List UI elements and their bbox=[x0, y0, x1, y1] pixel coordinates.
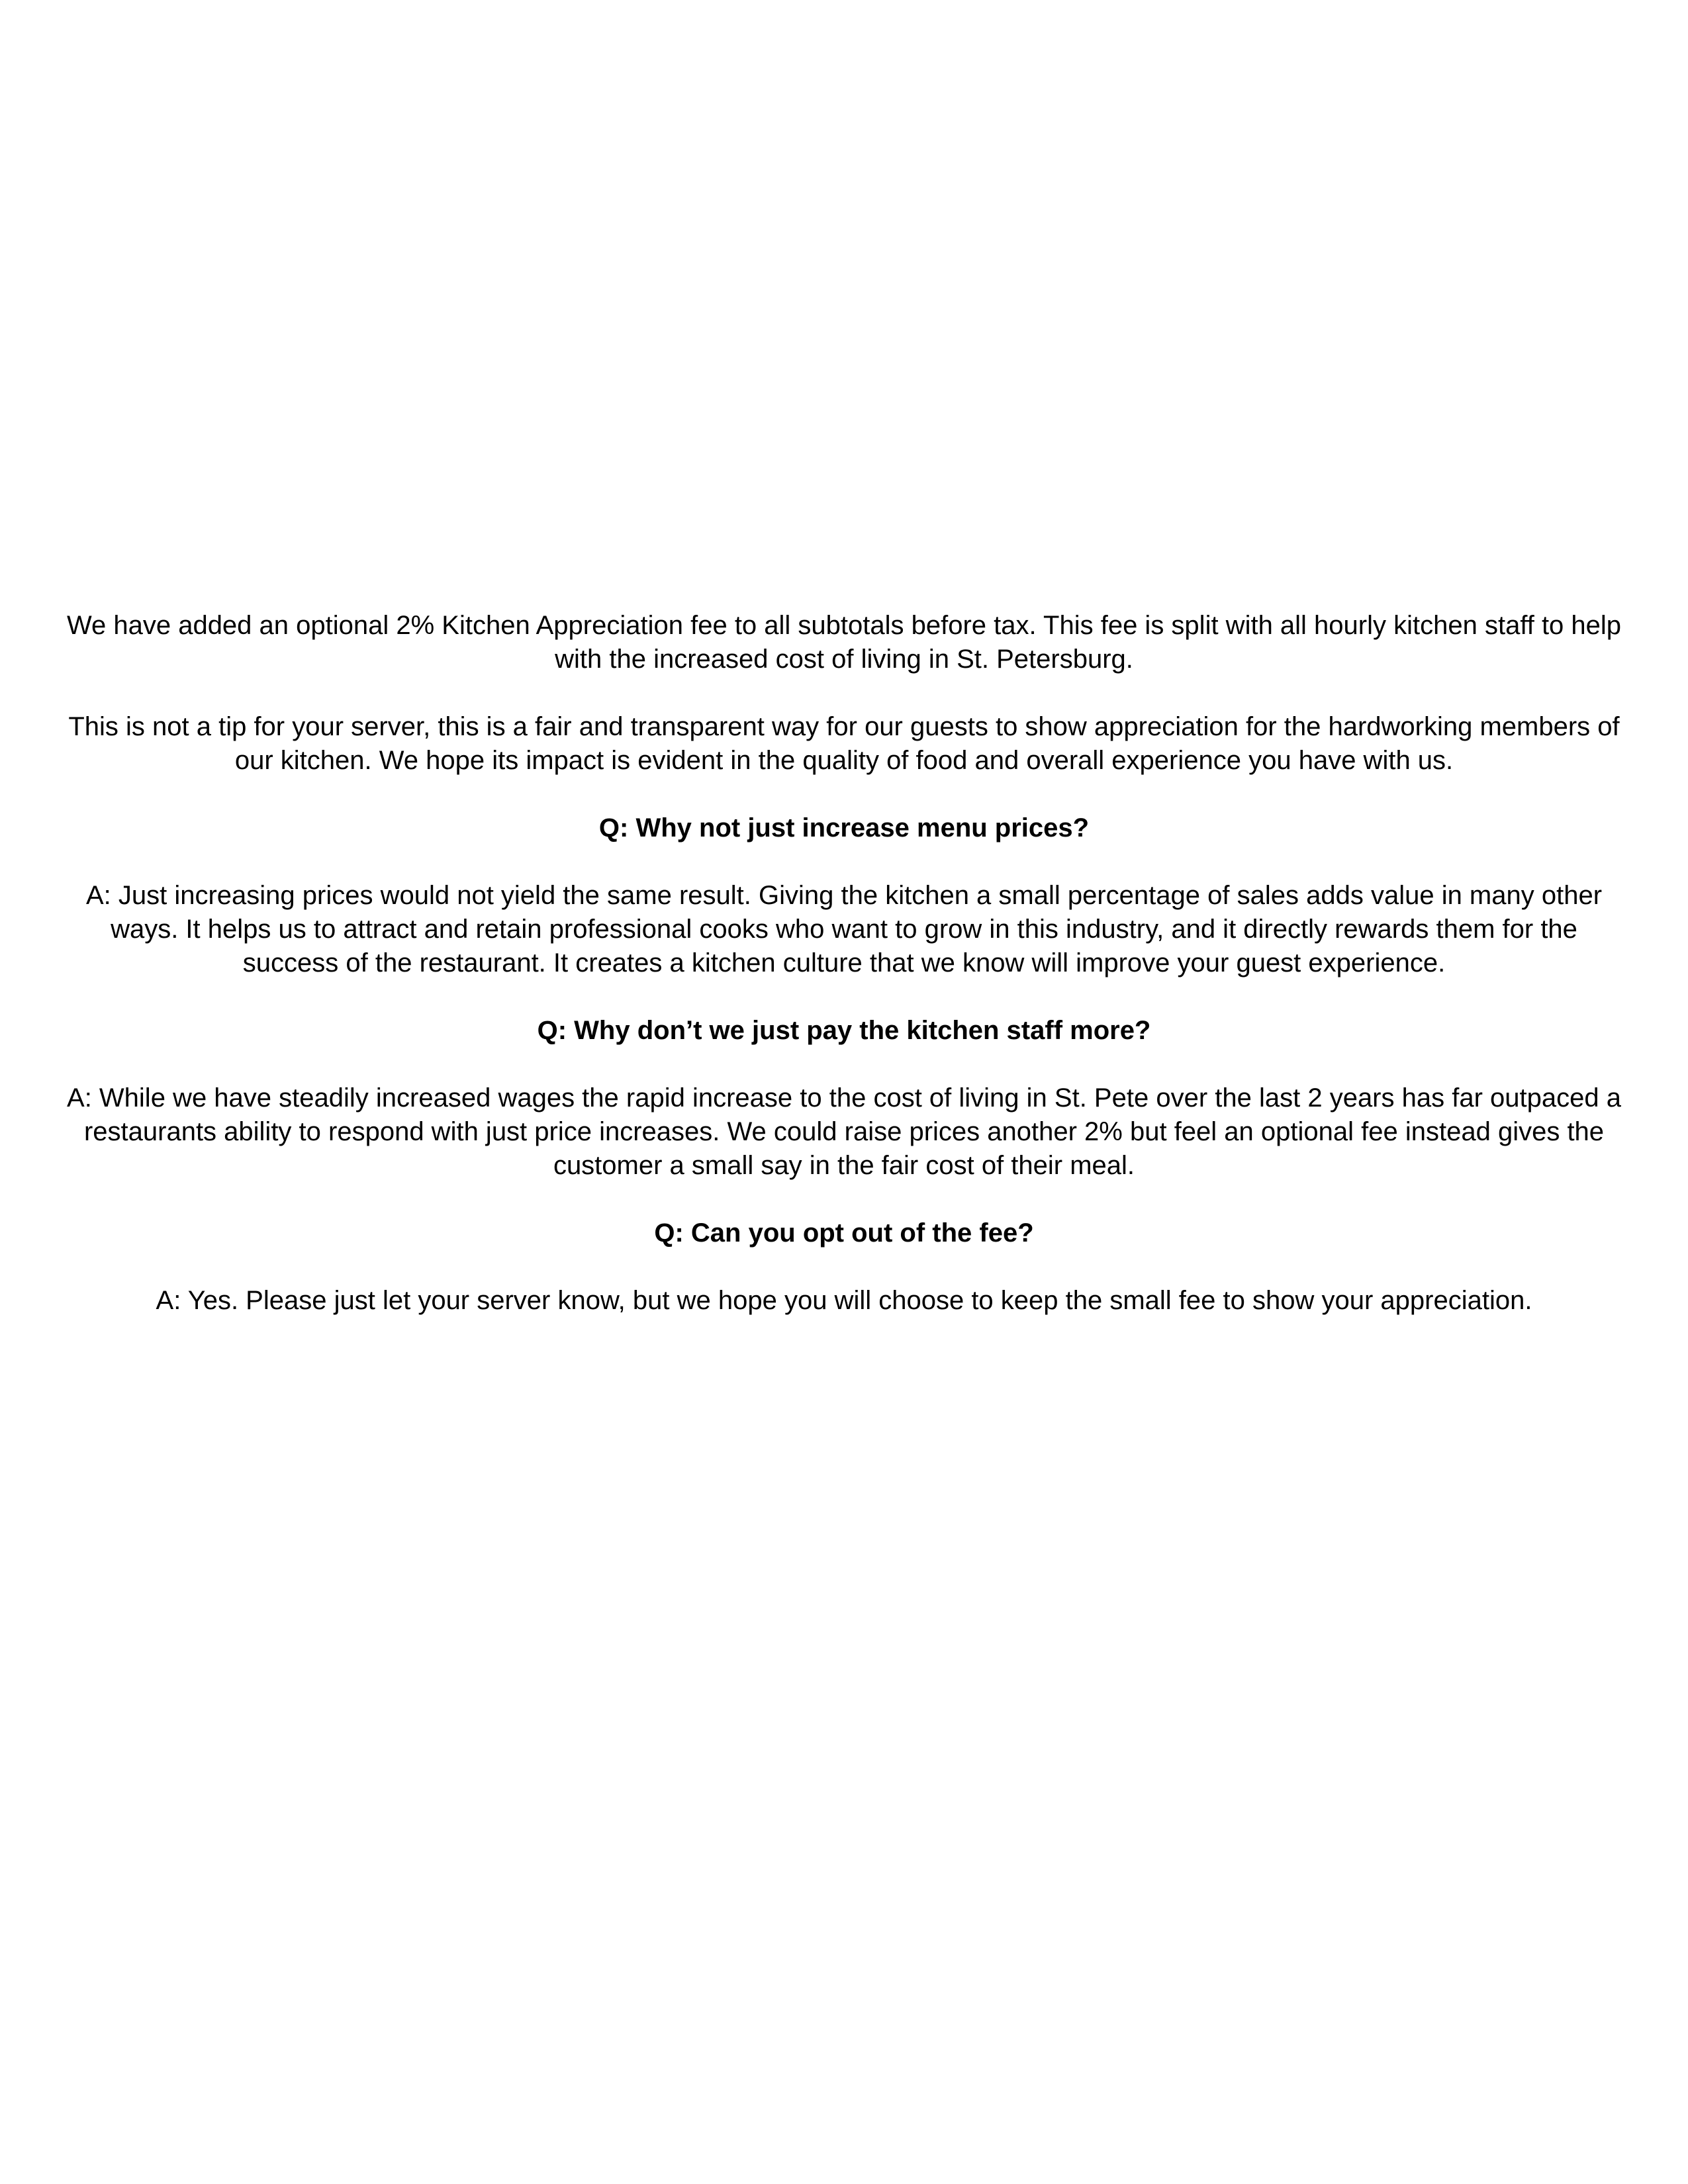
faq-answer-1: A: Just increasing prices would not yield the same result. Giving the kitchen a small percentage of sales adds value in many other ways. It helps us to attract and retain professional cooks who want to grow in this industry, and it directly rewards them for the success of the restaurant. It creates a kitchen culture that we know will improve your guest experience. bbox=[85, 881, 1603, 978]
intro-paragraph-2: This is not a tip for your server, this is a fair and transparent way for our guests to show appreciation for the hardworking members of our kitchen. We hope its impact is evident in the quality of food and overall experience you have with us. bbox=[68, 712, 1620, 775]
faq-question-2: Q: Why don’t we just pay the kitchen staff more? bbox=[537, 1016, 1151, 1045]
intro-paragraph-1: We have added an optional 2% Kitchen Appreciation fee to all subtotals before tax. This fee is split with all hourly kitchen staff to help with the increased cost of living in St. Petersburg. bbox=[66, 611, 1622, 674]
faq-question-3: Q: Can you opt out of the fee? bbox=[654, 1218, 1034, 1248]
faq-answer-3: A: Yes. Please just let your server know, but we hope you will choose to keep the small fee to show your appreciation. bbox=[156, 1286, 1532, 1315]
fee-notice bbox=[66, 609, 1622, 1351]
faq-answer-2: A: While we have steadily increased wages the rapid increase to the cost of living in St. Pete over the last 2 years has far outpaced a restaurants ability to respond with just price increases. We could raise prices another 2% but feel an optional fee instead gives the customer a small say in the fair cost of their meal. bbox=[67, 1083, 1621, 1180]
faq-question-1: Q: Why not just increase menu prices? bbox=[598, 813, 1090, 842]
